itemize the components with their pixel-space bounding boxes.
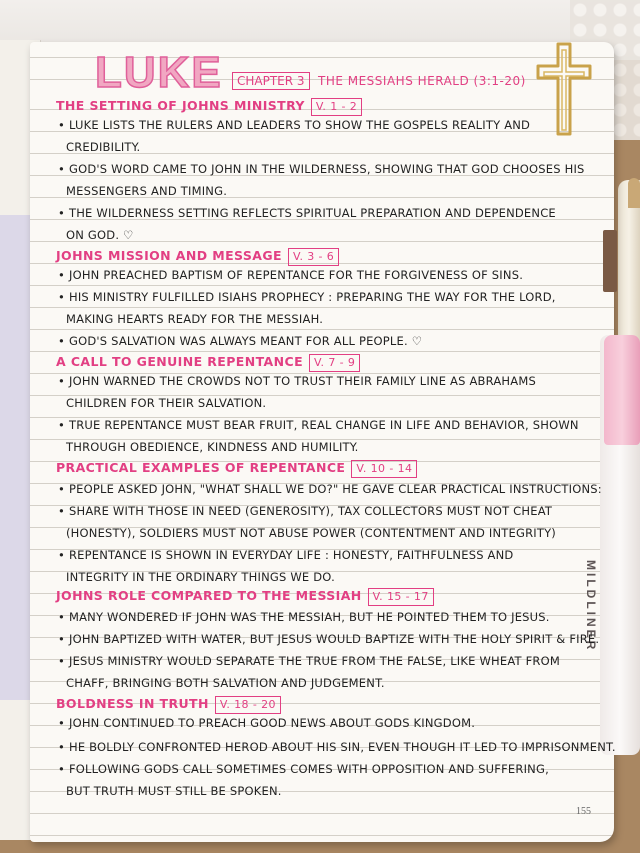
- section-title: PRACTICAL EXAMPLES OF REPENTANCE: [56, 460, 346, 475]
- section-title: JOHNS ROLE COMPARED TO THE MESSIAH: [56, 588, 362, 603]
- bullet-item: • FOLLOWING GODS CALL SOMETIMES COMES WITH OPPOSITION AND SUFFERING,: [58, 762, 549, 776]
- bullet-continuation: (HONESTY), SOLDIERS MUST NOT ABUSE POWER (CONTENTMENT AND INTEGRITY): [66, 526, 556, 540]
- verse-reference: V. 15 - 17: [368, 588, 434, 606]
- bullet-continuation: CHAFF, BRINGING BOTH SALVATION AND JUDGEMENT.: [66, 676, 385, 690]
- bullet-item: • MANY WONDERED IF JOHN WAS THE MESSIAH, BUT HE POINTED THEM TO JESUS.: [58, 610, 550, 624]
- bullet-item: • THE WILDERNESS SETTING REFLECTS SPIRITUAL PREPARATION AND DEPENDENCE: [58, 206, 556, 220]
- pen-tip: [628, 178, 640, 208]
- bullet-continuation: MAKING HEARTS READY FOR THE MESSIAH.: [66, 312, 324, 326]
- page-title: LUKE: [95, 48, 223, 97]
- highlighter-label: MILDLINER: [584, 560, 598, 653]
- bullet-item: • JOHN PREACHED BAPTISM OF REPENTANCE FOR THE FORGIVENESS OF SINS.: [58, 268, 524, 282]
- section-title: JOHNS MISSION AND MESSAGE: [56, 248, 282, 263]
- chapter-title: THE MESSIAHS HERALD (3:1-20): [318, 74, 526, 88]
- section-title: BOLDNESS IN TRUTH: [56, 696, 209, 711]
- page-number: 155: [576, 806, 591, 817]
- bullet-item: • LUKE LISTS THE RULERS AND LEADERS TO SHOW THE GOSPELS REALITY AND: [58, 118, 531, 132]
- section-title: THE SETTING OF JOHNS MINISTRY: [56, 98, 305, 113]
- verse-reference: V. 3 - 6: [288, 248, 339, 266]
- bullet-item: • TRUE REPENTANCE MUST BEAR FRUIT, REAL CHANGE IN LIFE AND BEHAVIOR, SHOWN: [58, 418, 579, 432]
- bullet-continuation: THROUGH OBEDIENCE, KINDNESS AND HUMILITY.: [66, 440, 359, 454]
- verse-reference: V. 1 - 2: [311, 98, 362, 116]
- bullet-item: • GOD'S SALVATION WAS ALWAYS MEANT FOR ALL PEOPLE. ♡: [58, 334, 423, 348]
- bullet-continuation: BUT TRUTH MUST STILL BE SPOKEN.: [66, 784, 282, 798]
- bullet-continuation: INTEGRITY IN THE ORDINARY THINGS WE DO.: [66, 570, 335, 584]
- bullet-continuation: CREDIBILITY.: [66, 140, 141, 154]
- bullet-continuation: MESSENGERS AND TIMING.: [66, 184, 228, 198]
- bullet-item: • JOHN CONTINUED TO PREACH GOOD NEWS ABOUT GODS KINGDOM.: [58, 716, 476, 730]
- chapter-label: CHAPTER 3: [232, 72, 310, 90]
- bullet-continuation: CHILDREN FOR THEIR SALVATION.: [66, 396, 267, 410]
- section-heading: [56, 588, 434, 606]
- bullet-item: • JESUS MINISTRY WOULD SEPARATE THE TRUE FROM THE FALSE, LIKE WHEAT FROM: [58, 654, 560, 668]
- bullet-item: • JOHN WARNED THE CROWDS NOT TO TRUST THEIR FAMILY LINE AS ABRAHAMS: [58, 374, 536, 388]
- verse-reference: V. 10 - 14: [351, 460, 417, 478]
- notebook-elastic-band: [603, 230, 617, 292]
- cross-paperclip-icon: [532, 40, 596, 140]
- bullet-item: • HE BOLDLY CONFRONTED HEROD ABOUT HIS SIN, EVEN THOUGH IT LED TO IMPRISONMENT.: [58, 740, 616, 754]
- bullet-item: • HIS MINISTRY FULFILLED ISIAHS PROPHECY : PREPARING THE WAY FOR THE LORD,: [58, 290, 556, 304]
- page-tab-insert: [0, 215, 33, 700]
- bullet-item: • JOHN BAPTIZED WITH WATER, BUT JESUS WOULD BAPTIZE WITH THE HOLY SPIRIT & FIRE.: [58, 632, 600, 646]
- bullet-continuation: ON GOD. ♡: [66, 228, 134, 242]
- section-heading: [56, 460, 417, 478]
- verse-reference: V. 7 - 9: [309, 354, 360, 372]
- bullet-item: • REPENTANCE IS SHOWN IN EVERYDAY LIFE : HONESTY, FAITHFULNESS AND: [58, 548, 514, 562]
- bullet-item: • SHARE WITH THOSE IN NEED (GENEROSITY), TAX COLLECTORS MUST NOT CHEAT: [58, 504, 553, 518]
- bullet-item: • PEOPLE ASKED JOHN, "WHAT SHALL WE DO?" HE GAVE CLEAR PRACTICAL INSTRUCTIONS:: [58, 482, 602, 496]
- section-title: A CALL TO GENUINE REPENTANCE: [56, 354, 304, 369]
- bullet-item: • GOD'S WORD CAME TO JOHN IN THE WILDERNESS, SHOWING THAT GOD CHOOSES HIS: [58, 162, 585, 176]
- verse-reference: V. 18 - 20: [215, 696, 281, 714]
- highlighter-cap: [604, 335, 640, 445]
